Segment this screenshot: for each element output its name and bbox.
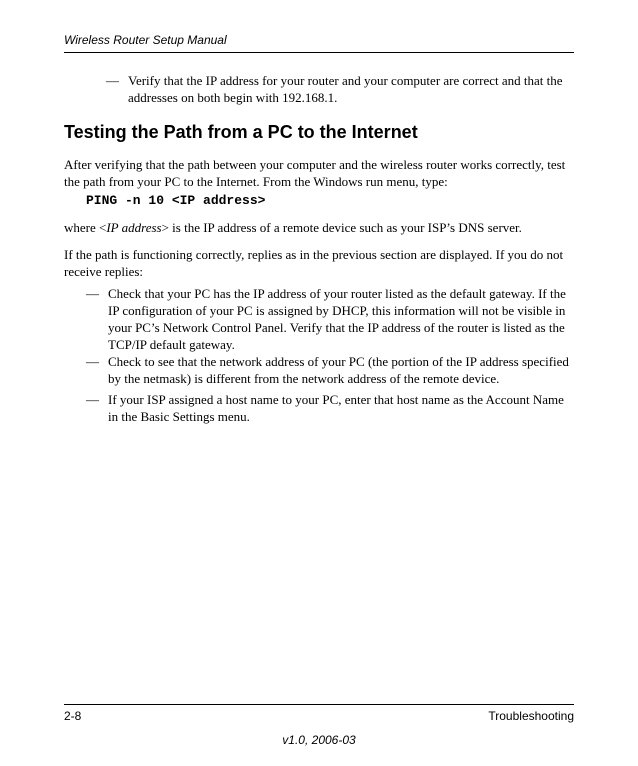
running-header: Wireless Router Setup Manual xyxy=(64,33,227,47)
bullet-dash: — xyxy=(106,73,119,88)
ip-address-term: IP address xyxy=(106,220,162,235)
bullet-dash: — xyxy=(86,354,99,369)
bullet-item-hostname xyxy=(86,391,576,425)
page-number: 2-8 xyxy=(64,709,82,723)
ping-command: PING -n 10 <IP address> xyxy=(86,193,266,208)
where-text-end: > is the IP address of a remote device such as your ISP’s DNS server. xyxy=(161,220,522,235)
header-rule xyxy=(64,52,574,53)
bullet-dash: — xyxy=(86,392,99,407)
bullet-dash: — xyxy=(86,286,99,301)
intro-bullet xyxy=(106,72,576,106)
chapter-title: Troubleshooting xyxy=(488,709,574,723)
bullet-text: Verify that the IP address for your router and your computer are correct and that the addresses on both begin with 192.168.1. xyxy=(128,73,563,105)
section-heading: Testing the Path from a PC to the Internet xyxy=(64,122,418,142)
bullet-item-gateway xyxy=(86,285,576,353)
bullet-item-netmask xyxy=(86,353,576,387)
paragraph-where xyxy=(64,219,576,236)
where-text-start: where < xyxy=(64,220,107,235)
paragraph-replies: If the path is functioning correctly, replies as in the previous section are displayed. If you do not receive replies: xyxy=(64,247,564,279)
bullet-text: Check that your PC has the IP address of your router listed as the default gateway. If the IP configuration of your PC is assigned by DHCP, this information will not be visible in your PC’s Network Control Panel. Verify that the IP address of the router is listed as the TCP/IP default gateway. xyxy=(108,286,566,352)
footer-rule xyxy=(64,704,574,705)
bullet-text: Check to see that the network address of your PC (the portion of the IP address specified by the netmask) is different from the network address of the remote device. xyxy=(108,354,569,386)
version-label: v1.0, 2006-03 xyxy=(282,733,356,747)
bullet-text: If your ISP assigned a host name to your PC, enter that host name as the Account Name in the Basic Settings menu. xyxy=(108,392,564,424)
paragraph-intro: After verifying that the path between your computer and the wireless router works correctly, test the path from your PC to the Internet. From the Windows run menu, type: xyxy=(64,157,566,189)
